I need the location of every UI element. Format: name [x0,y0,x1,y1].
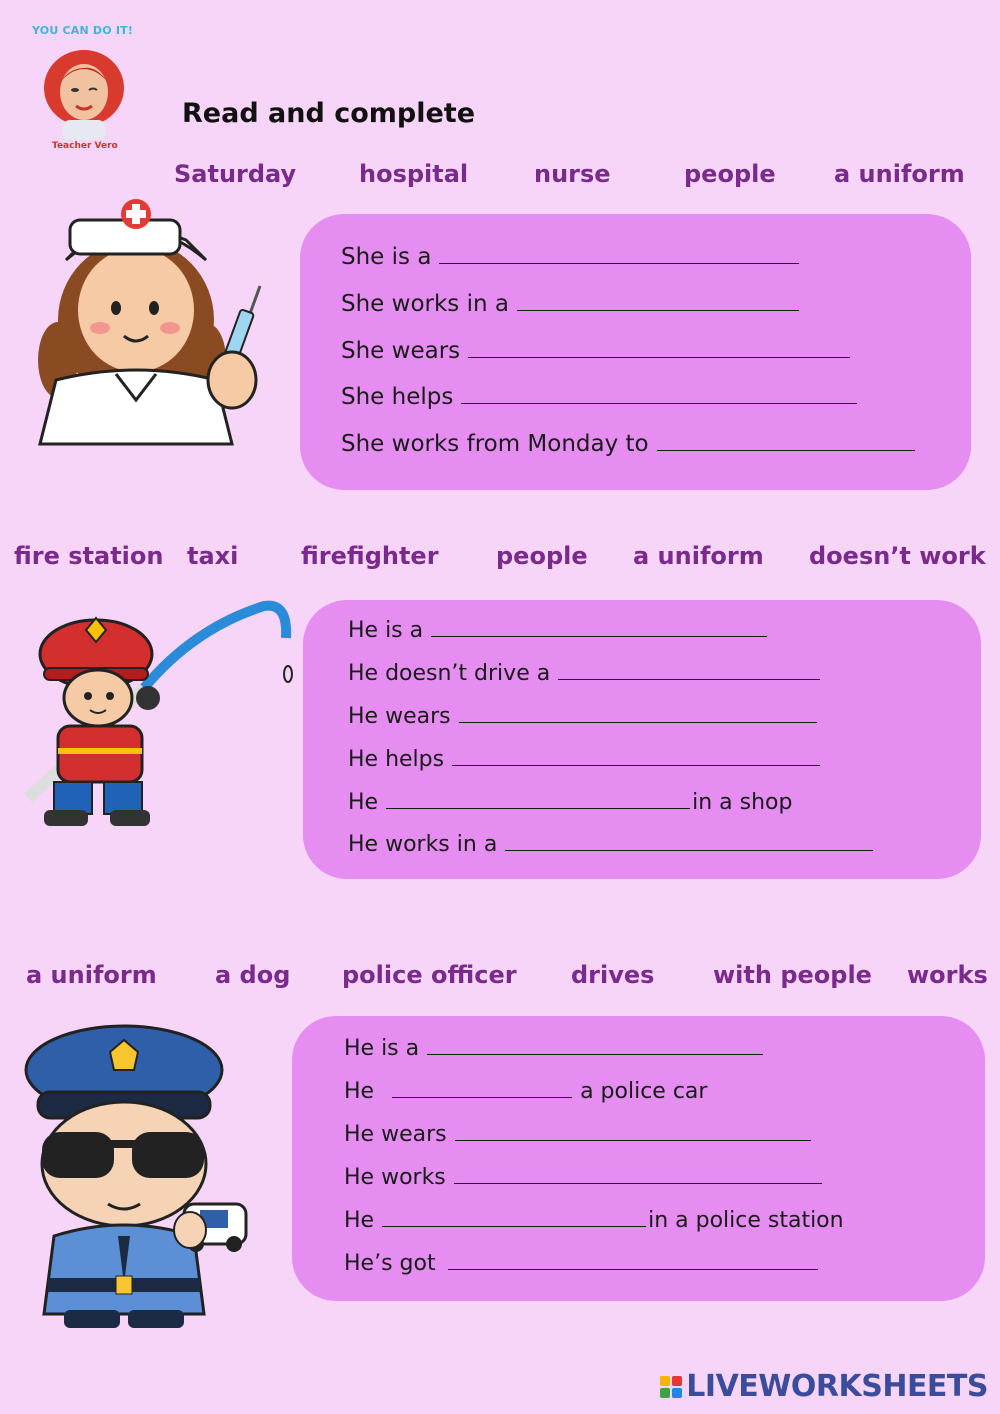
word-bank-item: drives [571,961,655,989]
sentence-3-4 [344,1165,822,1190]
sentence-3-5 [344,1208,844,1233]
sentence-text-after: in a police station [648,1208,844,1233]
police-officer-illustration [24,1014,254,1330]
answer-blank[interactable] [392,1079,572,1098]
sentence-3-6 [344,1251,818,1276]
word-bank-3 [0,961,1000,1001]
sentence-text: He works [344,1165,446,1190]
word-bank-item: firefighter [301,542,439,570]
answer-blank[interactable] [657,432,915,451]
answer-blank[interactable] [427,1036,763,1055]
sentence-2-1 [348,618,767,643]
answer-blank[interactable] [448,1251,818,1270]
answer-blank[interactable] [386,790,690,809]
word-bank-item: a dog [215,961,291,989]
sentence-2-3 [348,704,817,729]
answer-blank[interactable] [439,245,799,264]
word-bank-item: works [907,961,988,989]
sentence-text: He wears [348,704,451,729]
word-bank-item: people [496,542,588,570]
sentence-text: He [348,790,379,815]
sentence-1-3 [341,338,850,364]
page-title: Read and complete [182,98,476,129]
word-bank-item: Saturday [174,160,297,188]
answer-blank[interactable] [461,385,857,404]
liveworksheets-brand: LIVEWORKSHEETS [686,1369,988,1404]
sentence-3-2 [344,1079,707,1104]
firefighter-illustration [24,598,300,830]
sentence-text: He helps [348,747,445,772]
word-bank-item: taxi [187,542,239,570]
sentence-2-6 [348,832,873,857]
word-bank-item: doesn’t work [809,542,986,570]
sentence-3-3 [344,1122,811,1147]
word-bank-item: hospital [359,160,469,188]
liveworksheets-logo[interactable] [660,1369,988,1404]
teacher-name: Teacher Vero [52,141,118,151]
answer-blank[interactable] [468,339,850,358]
sentence-text: He works in a [348,832,498,857]
answer-blank[interactable] [505,832,873,851]
sentence-1-2 [341,291,799,317]
tagline: YOU CAN DO IT! [32,24,134,37]
sentence-3-1 [344,1036,763,1061]
sentence-text: He doesn’t drive a [348,661,551,686]
answer-blank[interactable] [454,1165,822,1184]
word-bank-item: police officer [342,961,517,989]
sentence-1-1 [341,244,799,270]
word-bank-2 [0,542,1000,582]
word-bank-item: nurse [534,160,611,188]
word-bank-item: a uniform [26,961,157,989]
sentence-text: She works from Monday to [341,431,649,457]
word-bank-item: with people [713,961,872,989]
answer-blank[interactable] [558,661,820,680]
word-bank-item: a uniform [834,160,965,188]
sentence-text: She works in a [341,291,509,317]
sentence-text: He’s got [344,1251,436,1276]
sentence-text: He [344,1079,375,1104]
sentence-1-4 [341,384,857,410]
sentence-text: He wears [344,1122,447,1147]
sentence-text: He is a [344,1036,420,1061]
teacher-avatar-image [36,42,132,142]
sentence-text: She is a [341,244,432,270]
answer-blank[interactable] [382,1208,646,1227]
word-bank-item: a uniform [633,542,764,570]
nurse-illustration [36,190,270,446]
sentence-1-5 [341,431,915,457]
sentence-2-5 [348,790,792,815]
answer-blank[interactable] [452,747,820,766]
liveworksheets-logo-icon [660,1376,682,1398]
answer-blank[interactable] [455,1122,811,1141]
sentence-text: She wears [341,338,461,364]
sentence-text-after: in a shop [692,790,793,815]
sentence-text: He [344,1208,375,1233]
sentence-2-4 [348,747,820,772]
answer-blank[interactable] [517,292,799,311]
sentence-text: She helps [341,384,454,410]
answer-blank[interactable] [459,704,817,723]
sentence-text-after: a police car [580,1079,708,1104]
word-bank-item: people [684,160,776,188]
word-bank-item: fire station [14,542,164,570]
sentence-2-2 [348,661,820,686]
sentence-text: He is a [348,618,424,643]
answer-blank[interactable] [431,618,767,637]
